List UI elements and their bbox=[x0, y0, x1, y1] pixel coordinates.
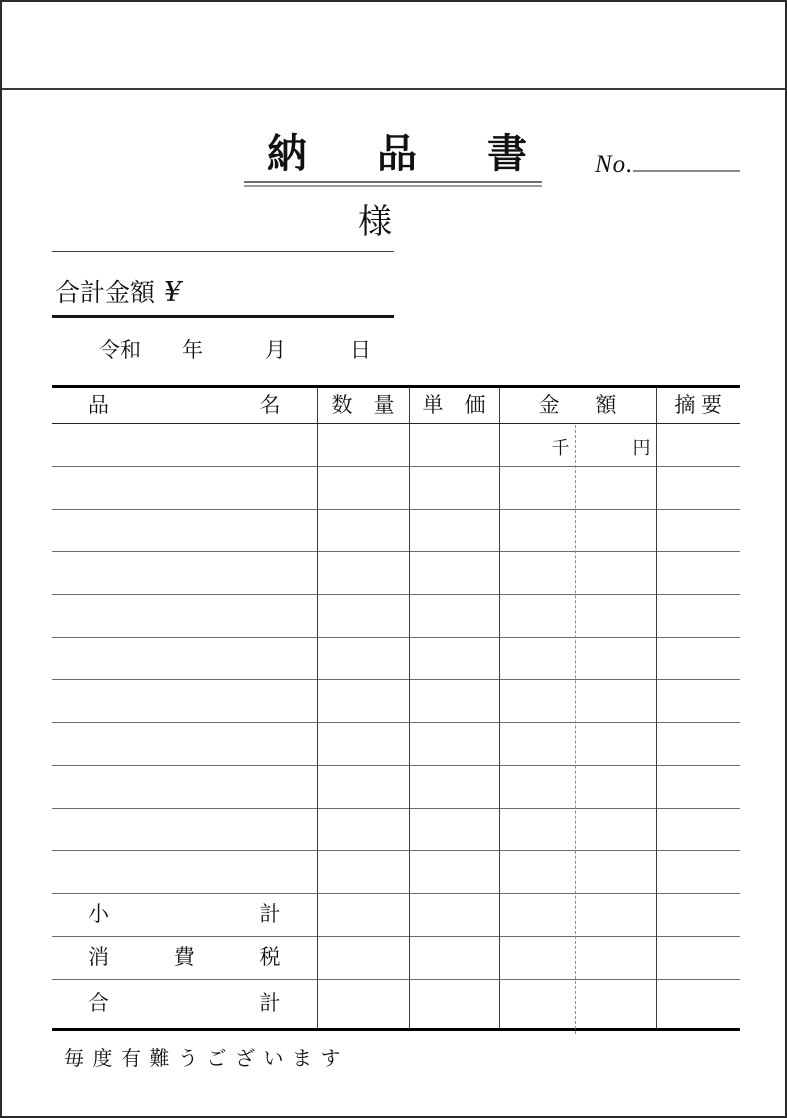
page-title: 納品書 bbox=[267, 131, 597, 176]
era-label: 令和 bbox=[99, 338, 141, 362]
table-header-row bbox=[52, 387, 740, 424]
header-amount: 金 額 bbox=[538, 393, 617, 417]
table-row[interactable] bbox=[52, 765, 740, 808]
no-blank-line[interactable] bbox=[633, 146, 740, 172]
addressee-suffix: 様 bbox=[358, 204, 392, 241]
subtotal-label: 小 計 bbox=[88, 902, 281, 927]
yen-symbol: ¥ bbox=[164, 277, 182, 308]
table-row[interactable] bbox=[52, 680, 740, 723]
table-row[interactable] bbox=[52, 509, 740, 552]
table-row[interactable] bbox=[52, 424, 740, 467]
footer-message: 毎度有難うございます bbox=[64, 1048, 349, 1070]
table-row[interactable] bbox=[52, 595, 740, 638]
table-row[interactable] bbox=[52, 552, 740, 595]
header-quantity: 数 量 bbox=[331, 393, 395, 417]
year-suffix: 年 bbox=[182, 338, 203, 362]
header-unit-price: 単 価 bbox=[422, 393, 486, 417]
document-number-field bbox=[595, 146, 740, 179]
amount-subheader bbox=[500, 431, 656, 460]
total-amount-line[interactable] bbox=[52, 274, 394, 318]
table-row[interactable] bbox=[52, 808, 740, 851]
header-item-name: 品 名 bbox=[88, 393, 281, 417]
yen-label: 円 bbox=[632, 437, 651, 458]
subtotal-row[interactable] bbox=[52, 893, 740, 936]
header-remarks: 摘 要 bbox=[674, 393, 722, 417]
consumption-tax-row[interactable] bbox=[52, 936, 740, 979]
title-double-underline bbox=[244, 181, 542, 187]
no-label: No. bbox=[595, 151, 634, 178]
day-suffix: 日 bbox=[350, 338, 371, 362]
table-row[interactable] bbox=[52, 723, 740, 766]
month-suffix: 月 bbox=[265, 338, 286, 362]
table-row[interactable] bbox=[52, 467, 740, 510]
thousand-label: 千 bbox=[551, 437, 570, 458]
grand-total-row[interactable] bbox=[52, 979, 740, 1029]
issuer-box-divider bbox=[2, 88, 785, 90]
customer-name-line[interactable] bbox=[52, 200, 394, 252]
table-row[interactable] bbox=[52, 851, 740, 894]
consumption-tax-label: 消 費 税 bbox=[88, 945, 281, 970]
thousand-yen-dashed-divider bbox=[575, 425, 576, 1034]
items-table bbox=[52, 385, 740, 1031]
grand-total-label: 合 計 bbox=[88, 991, 281, 1016]
table-row[interactable] bbox=[52, 637, 740, 680]
total-amount-label: 合計金額 bbox=[55, 280, 156, 307]
date-line[interactable] bbox=[52, 334, 394, 362]
